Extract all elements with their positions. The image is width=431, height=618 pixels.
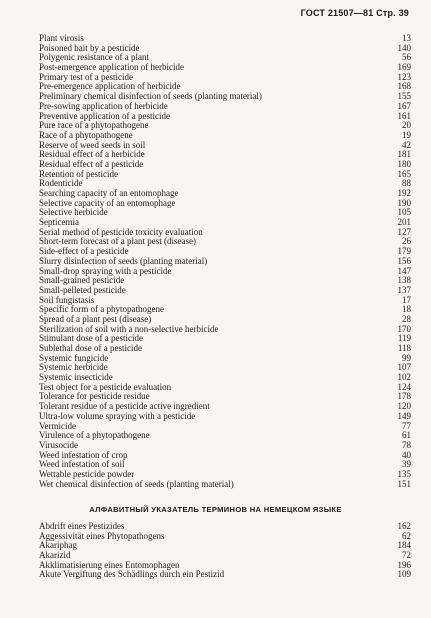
index-page-ref: 181 — [397, 149, 411, 160]
index-term: Vermicide — [39, 421, 76, 431]
index-term: Pre-emergence application of herbicide — [39, 82, 181, 92]
index-entry — [39, 179, 411, 189]
index-entry — [39, 460, 411, 470]
index-term: Tolerance for pesticide residue — [39, 392, 150, 402]
index-page-ref: 184 — [397, 540, 411, 551]
index-term: Pure race of a phytopathogene — [39, 121, 149, 131]
index-page-ref: 201 — [397, 217, 411, 228]
index-entry — [39, 53, 411, 63]
index-page-ref: 167 — [397, 100, 411, 111]
index-page-ref: 102 — [397, 372, 411, 383]
index-term: Small-grained pesticide — [39, 276, 125, 286]
index-entry — [39, 344, 411, 354]
index-term: Tolerant residue of a pesticide active ingredient — [39, 402, 210, 412]
standard-number: ГОСТ 21507—81 — [300, 8, 374, 18]
index-term: Small-pelleted pesticide — [39, 285, 126, 295]
index-term: Septicemia — [39, 218, 79, 228]
index-term: Virulence of a phytopathogene — [39, 431, 150, 441]
index-term: Side-effect of a pesticide — [39, 247, 129, 257]
index-page-ref: 123 — [397, 71, 411, 82]
index-page-ref: 170 — [397, 323, 411, 334]
index-page-ref: 118 — [397, 343, 411, 353]
index-term: Selective herbicide — [39, 208, 108, 218]
index-term: Aggessivität eines Phytopathogens — [39, 531, 165, 541]
index-page-ref: 19 — [402, 129, 411, 140]
index-entry — [39, 570, 411, 580]
index-entry — [39, 160, 411, 170]
index-page-ref: 107 — [397, 362, 411, 373]
index-term: Systemic insecticide — [39, 373, 113, 383]
index-entry — [39, 470, 411, 480]
index-entry — [39, 141, 411, 151]
index-term: Akklimatisierung eines Entomophagen — [39, 560, 180, 570]
index-page-ref: 165 — [397, 168, 411, 179]
index-entry — [39, 522, 411, 532]
index-entry — [39, 228, 411, 238]
index-page-ref: 88 — [402, 178, 411, 189]
index-page-ref: 109 — [397, 569, 411, 580]
index-term: Rodenticide — [39, 179, 83, 189]
index-entry — [39, 276, 411, 286]
index-page-ref: 169 — [397, 62, 411, 73]
index-page-ref: 149 — [397, 410, 411, 421]
index-term: Reserve of weed seeds in soil — [39, 140, 146, 150]
page-header — [301, 8, 409, 18]
index-page-ref: 168 — [397, 81, 411, 92]
index-term: Specific form of a phytopathogene — [39, 305, 164, 315]
index-page-ref: 39 — [402, 459, 411, 470]
index-page-ref: 162 — [397, 521, 411, 531]
index-term: Post-emergence application of herbicide — [39, 63, 185, 73]
index-entry — [39, 237, 411, 247]
index-term: Primary test of a pesticide — [39, 72, 133, 82]
index-page-ref: 127 — [397, 226, 411, 237]
index-page-ref: 56 — [402, 52, 411, 63]
index-page-ref: 61 — [402, 430, 411, 441]
index-entry — [39, 392, 411, 402]
index-page-ref: 190 — [397, 197, 411, 208]
index-term: Abdrift eines Pestizides — [39, 522, 125, 531]
english-term-index — [39, 34, 411, 489]
index-entry — [39, 257, 411, 267]
index-term: Spread of a plant pest (disease) — [39, 314, 152, 324]
index-term: Wettable pesticide powder — [39, 469, 135, 479]
index-term: Pre-sowing application of herbicide — [39, 101, 168, 111]
page-number: Стр. 39 — [376, 8, 409, 18]
index-entry — [39, 315, 411, 325]
index-term: Sterilization of soil with a non-selective herbicide — [39, 324, 219, 334]
index-entry — [39, 131, 411, 141]
index-entry — [39, 247, 411, 257]
index-entry — [39, 199, 411, 209]
index-page-ref: 178 — [397, 391, 411, 402]
index-term: Polygenic resistance of a plant — [39, 53, 149, 63]
index-page-ref: 180 — [397, 158, 411, 169]
index-entry — [39, 218, 411, 228]
index-page-ref: 17 — [402, 294, 411, 305]
index-entry — [39, 480, 411, 490]
index-page-ref: 156 — [397, 255, 411, 266]
index-entry — [39, 63, 411, 73]
index-term: Weed infestation of crop — [39, 450, 128, 460]
index-entry — [39, 551, 411, 561]
index-entry — [39, 296, 411, 306]
index-entry — [39, 102, 411, 112]
index-page-ref: 26 — [402, 236, 411, 247]
index-term: Akute Vergiftung des Schädlings durch ein Pestizid — [39, 570, 225, 580]
index-page-ref: 137 — [397, 284, 411, 295]
index-entry — [39, 334, 411, 344]
index-term: Searching capacity of an entomophage — [39, 189, 179, 198]
index-entry — [39, 431, 411, 441]
index-page-ref: 20 — [402, 120, 411, 131]
index-entry — [39, 34, 411, 44]
index-term: Preventive application of a pesticide — [39, 111, 170, 121]
index-page-ref: 72 — [402, 550, 411, 561]
index-term: Sublethal dose of a pesticide — [39, 344, 142, 353]
index-entry — [39, 44, 411, 54]
index-term: Residual effect of a herbicide — [39, 150, 145, 160]
index-term: Akarizid — [39, 551, 71, 561]
index-term: Akariphag — [39, 541, 77, 551]
index-term: Weed infestation of soil — [39, 460, 125, 470]
index-entry — [39, 373, 411, 383]
index-entry — [39, 541, 411, 551]
index-entry — [39, 208, 411, 218]
index-entry — [39, 170, 411, 180]
index-page-ref: 120 — [397, 401, 411, 412]
index-entry — [39, 82, 411, 92]
index-entry — [39, 451, 411, 461]
index-term: Short-term forecast of a plant pest (disease) — [39, 237, 196, 247]
index-entry — [39, 267, 411, 277]
index-entry — [39, 354, 411, 364]
index-page-ref: 77 — [402, 420, 411, 431]
index-entry — [39, 422, 411, 432]
index-term: Soil fungistasis — [39, 295, 95, 305]
index-page-ref: 78 — [402, 439, 411, 450]
index-page-ref: 99 — [402, 352, 411, 363]
index-term: Systemic fungicide — [39, 353, 109, 363]
index-page-ref: 105 — [397, 207, 411, 218]
index-page-ref: 140 — [397, 42, 411, 53]
index-term: Virusocide — [39, 440, 78, 450]
index-page-ref: 179 — [397, 246, 411, 257]
section-title: АЛФАВИТНЫЙ УКАЗАТЕЛЬ ТЕРМИНОВ НА НЕМЕЦКОМ ЯЗЫКЕ — [89, 505, 342, 514]
index-entry — [39, 383, 411, 393]
index-page-ref: 151 — [397, 478, 411, 489]
index-page-ref: 18 — [402, 304, 411, 315]
index-page-ref: 124 — [397, 381, 411, 392]
index-term: Plant virosis — [39, 34, 84, 43]
index-page-ref: 161 — [397, 110, 411, 121]
index-term: Systemic herbicide — [39, 363, 108, 373]
german-term-index — [39, 522, 411, 580]
index-entry — [39, 189, 411, 199]
index-page-ref: 62 — [402, 530, 411, 541]
index-entry — [39, 286, 411, 296]
index-entry — [39, 402, 411, 412]
index-entry — [39, 305, 411, 315]
index-entry — [39, 121, 411, 131]
index-entry — [39, 441, 411, 451]
index-entry — [39, 325, 411, 335]
index-page-ref: 147 — [397, 265, 411, 276]
index-page-ref: 138 — [397, 275, 411, 286]
index-page-ref: 155 — [397, 91, 411, 102]
index-term: Selective capacity of an entomophage — [39, 198, 176, 208]
index-term: Ultra-low volume spraying with a pesticide — [39, 411, 196, 421]
index-term: Test object for a pesticide evaluation — [39, 382, 172, 392]
index-term: Slurry disinfection of seeds (planting material) — [39, 256, 208, 266]
index-term: Stimulant dose of a pesticide — [39, 334, 143, 344]
index-entry — [39, 112, 411, 122]
index-entry — [39, 561, 411, 571]
index-page-ref: 40 — [402, 449, 411, 460]
index-term: Retention of pesticide — [39, 169, 118, 179]
index-term: Wet chemical disinfection of seeds (planting material) — [39, 479, 234, 489]
index-entry — [39, 92, 411, 102]
index-page-ref: 196 — [397, 559, 411, 570]
index-term: Residual effect of a pesticide — [39, 159, 144, 169]
index-page-ref: 28 — [402, 313, 411, 324]
index-term: Preliminary chemical disinfection of seeds (planting material) — [39, 92, 262, 102]
index-entry — [39, 150, 411, 160]
index-term: Race of a phytopathogene — [39, 130, 133, 140]
index-entry — [39, 532, 411, 542]
index-entry — [39, 73, 411, 83]
index-entry — [39, 363, 411, 373]
index-term: Poisoned bait by a pesticide — [39, 43, 140, 53]
index-term: Small-drop spraying with a pesticide — [39, 266, 172, 276]
index-entry — [39, 412, 411, 422]
index-page-ref: 135 — [397, 468, 411, 479]
index-page-ref: 13 — [402, 33, 411, 43]
index-page-ref: 42 — [402, 139, 411, 150]
index-page-ref: 192 — [397, 188, 411, 198]
index-term: Serial method of pesticide toxicity evaluation — [39, 227, 203, 237]
index-page-ref: 119 — [397, 333, 411, 344]
